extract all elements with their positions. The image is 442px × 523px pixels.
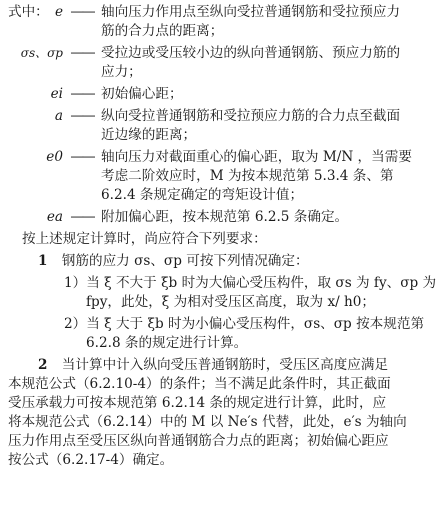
symbol-ea: ea [46,209,63,225]
dash: —— [70,4,94,20]
definition-line: 轴向压力作用点至纵向受拉普通钢筋和受拉预应力 [101,4,401,20]
item-line: 压力作用点至受压区纵向普通钢筋合力点的距离；初始偏心距应 [8,433,389,449]
definition-line: 受拉边或受压较小边的纵向普通钢筋、预应力筋的 [101,45,401,61]
sub-item-line: 1）当 ξ 不大于 ξb 时为大偏心受压构件，取 σs 为 fy、σp 为 [64,275,437,291]
definition-text [101,3,400,41]
definition-text [101,44,400,82]
dash: —— [70,108,94,124]
sub-item-2 [8,315,434,353]
requirement-item-1 [8,252,434,271]
dash: —— [70,209,94,225]
definition-line: 轴向压力对截面重心的偏心距，取为 M/N ，当需要 [101,149,412,165]
sub-item-1 [8,274,437,312]
definition-line: 考虑二阶效应时，M 为按本规范第 5.3.4 条、第 [101,168,394,184]
item-first-line [8,356,434,375]
symbol-e0: e0 [46,149,63,165]
definition-line: 附加偏心距，按本规范第 6.2.5 条确定。 [101,209,349,225]
definition-ea [8,208,434,227]
symbol-ei: ei [50,86,63,102]
item-line: 按公式（6.2.17-4）确定。 [8,452,174,468]
definition-line: 应力； [101,64,142,80]
item-line: 受压承载力可按本规范第 6.2.14 条的规定进行计算，此时，应 [8,395,387,411]
sub-item-line: 6.2.8 条的规定进行计算。 [86,335,248,351]
definition-sigma [8,44,434,82]
item-line: 本规范公式（6.2.10-4）的条件；当不满足此条件时，其正截面 [8,376,391,392]
sub-item-line: fpy，此处，ξ 为相对受压区高度，取为 x/ h0； [86,294,376,310]
definition-line: 筋的合力点的距离； [101,23,224,39]
item-number: 1 [38,253,48,269]
definition-ei [8,85,434,104]
item-line: 将本规范公式（6.2.14）中的 M 以 Ne′s 代替，此处，e′s 为轴向 [8,414,407,430]
item-text: 当计算中计入纵向受压普通钢筋时，受压区高度应满足 [61,357,389,373]
definition-text [101,85,183,104]
definition-line: 初始偏心距； [101,86,183,102]
definition-text [101,208,348,227]
sub-item-line: 2）当 ξ 大于 ξb 时为小偏心受压构件，σs、σp 按本规范第 [64,316,425,332]
item-number: 2 [38,357,48,373]
definition-line: 纵向受拉普通钢筋和受拉预应力筋的合力点至截面 [101,108,401,124]
symbol-e: e [54,4,63,20]
item-text: 钢筋的应力 σs、σp 可按下列情况确定： [61,253,309,269]
definition-line: 近边缘的距离； [101,127,197,143]
definition-e0 [8,148,434,205]
definition-a [8,107,434,145]
symbol-sigma: σs、σp [20,46,63,60]
dash: —— [70,45,94,61]
requirements-intro: 按上述规定计算时，尚应符合下列要求： [22,231,267,247]
definition-text [101,148,412,205]
dash: —— [70,86,94,102]
requirement-item-2 [8,356,434,470]
symbol-a: a [54,108,63,124]
definition-text [101,107,400,145]
dash: —— [70,149,94,165]
definition-line: 6.2.4 条规定确定的弯矩设计值； [101,187,304,203]
definition-e [8,3,434,41]
definition-prefix: 式中： [8,4,49,20]
